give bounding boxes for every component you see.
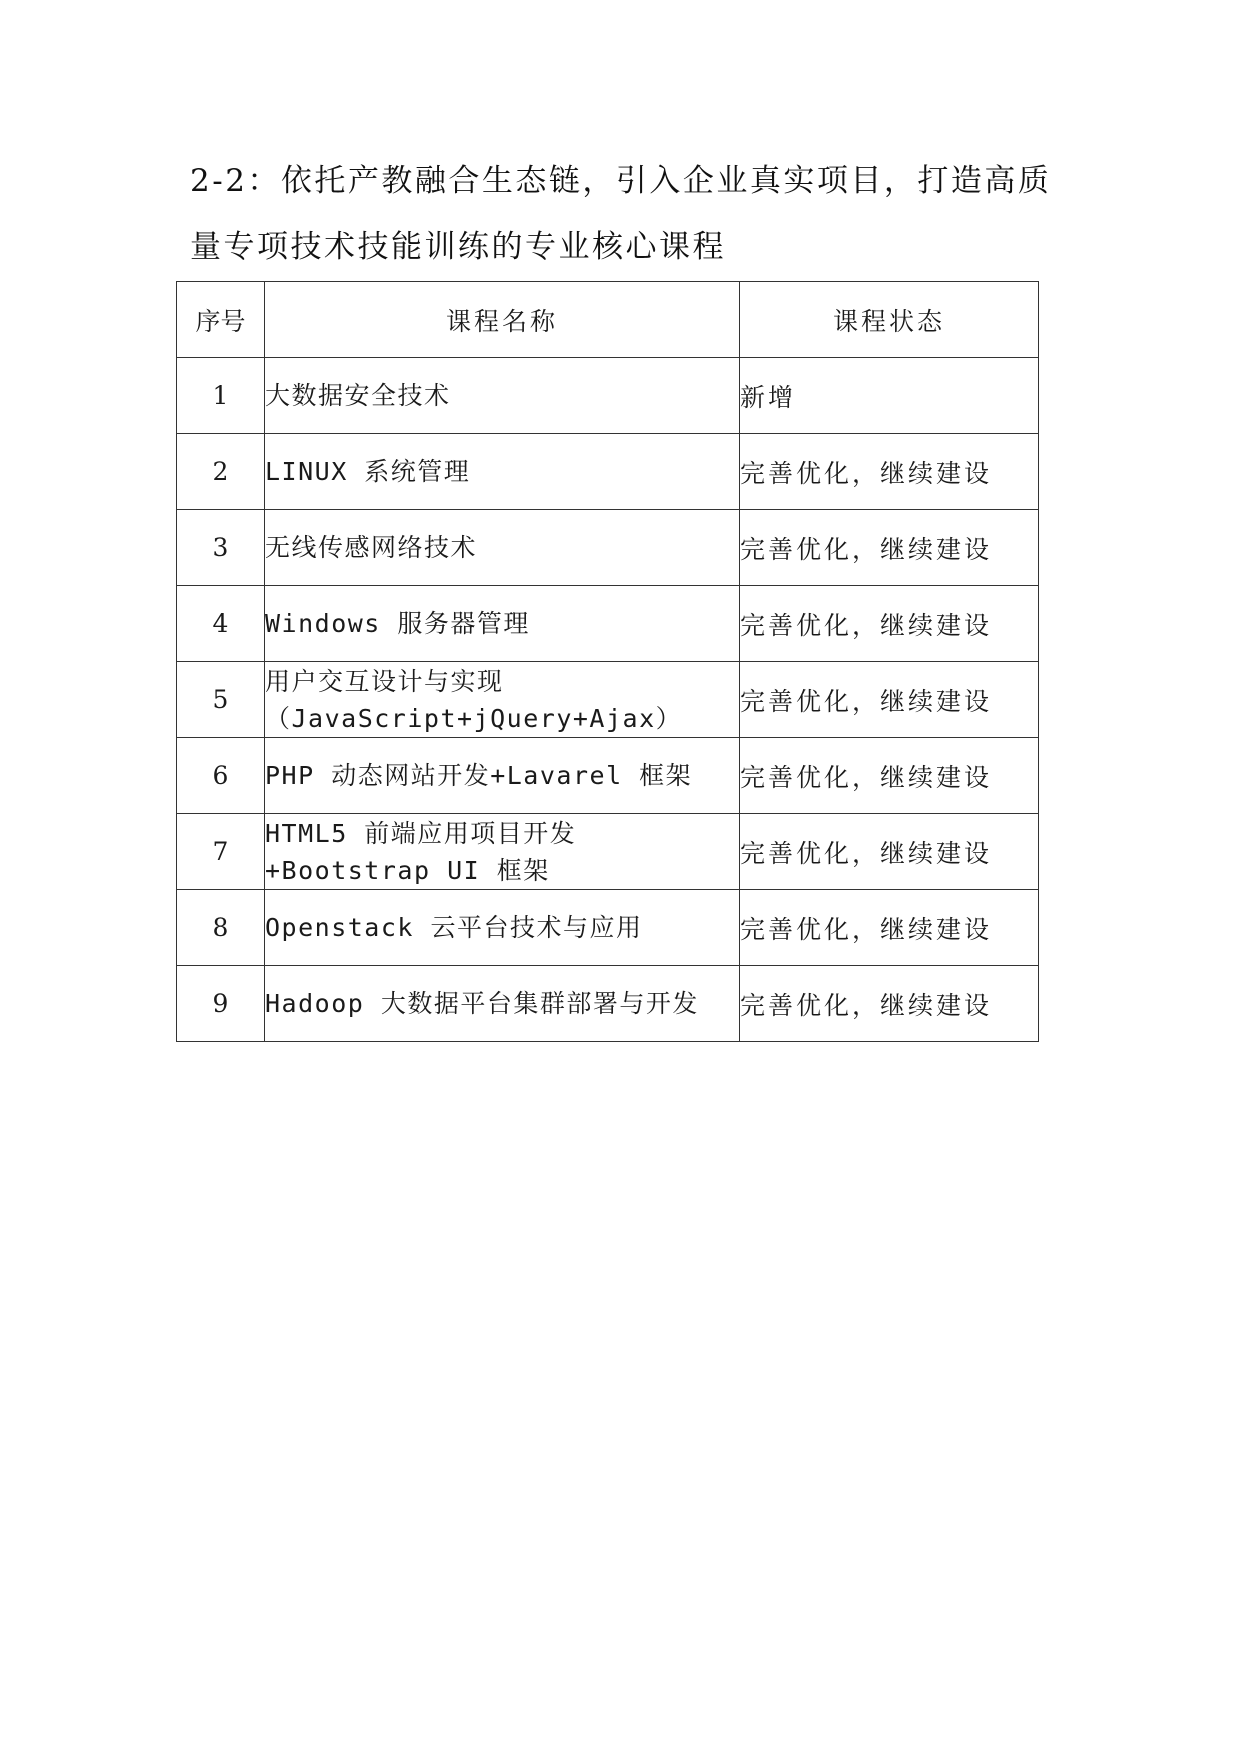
row-course-name — [265, 586, 740, 662]
section-heading-line-2: 量专项技术技能训练的专业核心课程 — [190, 229, 726, 265]
row-course-name — [265, 662, 740, 738]
row-course-status: 完善优化，继续建设 — [740, 966, 1039, 1042]
row-index: 6 — [177, 738, 265, 814]
row-course-status: 完善优化，继续建设 — [740, 890, 1039, 966]
table-row — [177, 890, 1039, 966]
course-name-line-2: +Bootstrap UI 框架 — [265, 855, 550, 885]
table-header-row — [177, 282, 1039, 358]
section-heading-line-1: 2-2：依托产教融合生态链，引入企业真实项目，打造高质 — [190, 163, 1052, 199]
course-name-line-1: Hadoop 大数据平台集群部署与开发 — [265, 989, 699, 1018]
row-course-status: 完善优化，继续建设 — [740, 434, 1039, 510]
course-name-line-2: （JavaScript+jQuery+Ajax） — [265, 703, 683, 733]
row-course-name — [265, 966, 740, 1042]
row-index: 5 — [177, 662, 265, 738]
row-course-name — [265, 814, 740, 890]
row-course-status: 新增 — [740, 358, 1039, 434]
table-row — [177, 738, 1039, 814]
row-course-status: 完善优化，继续建设 — [740, 510, 1039, 586]
course-name-line-1: PHP 动态网站开发+Lavarel 框架 — [265, 761, 693, 790]
table-row — [177, 358, 1039, 434]
row-index: 2 — [177, 434, 265, 510]
row-course-name — [265, 890, 740, 966]
row-index: 3 — [177, 510, 265, 586]
row-course-name — [265, 510, 740, 586]
course-name-line-1: Windows 服务器管理 — [265, 609, 530, 638]
row-index: 1 — [177, 358, 265, 434]
row-course-status: 完善优化，继续建设 — [740, 738, 1039, 814]
row-course-name — [265, 738, 740, 814]
table-row — [177, 586, 1039, 662]
course-name-line-1: Openstack 云平台技术与应用 — [265, 913, 643, 942]
row-index: 4 — [177, 586, 265, 662]
course-name-line-1: 用户交互设计与实现 — [265, 666, 504, 696]
row-index: 7 — [177, 814, 265, 890]
table-row — [177, 814, 1039, 890]
row-index: 8 — [177, 890, 265, 966]
header-course-name: 课程名称 — [265, 282, 740, 358]
course-name-line-1: 大数据安全技术 — [265, 381, 451, 410]
table-row — [177, 434, 1039, 510]
header-index: 序号 — [177, 282, 265, 358]
row-course-status: 完善优化，继续建设 — [740, 814, 1039, 890]
row-index: 9 — [177, 966, 265, 1042]
row-course-name — [265, 434, 740, 510]
row-course-name — [265, 358, 740, 434]
course-name-line-1: 无线传感网络技术 — [265, 533, 478, 562]
row-course-status: 完善优化，继续建设 — [740, 586, 1039, 662]
table-row — [177, 662, 1039, 738]
header-course-status: 课程状态 — [740, 282, 1039, 358]
course-name-line-1: HTML5 前端应用项目开发 — [265, 818, 577, 848]
row-course-status: 完善优化，继续建设 — [740, 662, 1039, 738]
course-name-line-1: LINUX 系统管理 — [265, 457, 471, 486]
table-row — [177, 510, 1039, 586]
table-row — [177, 966, 1039, 1042]
course-table — [176, 281, 1039, 1042]
